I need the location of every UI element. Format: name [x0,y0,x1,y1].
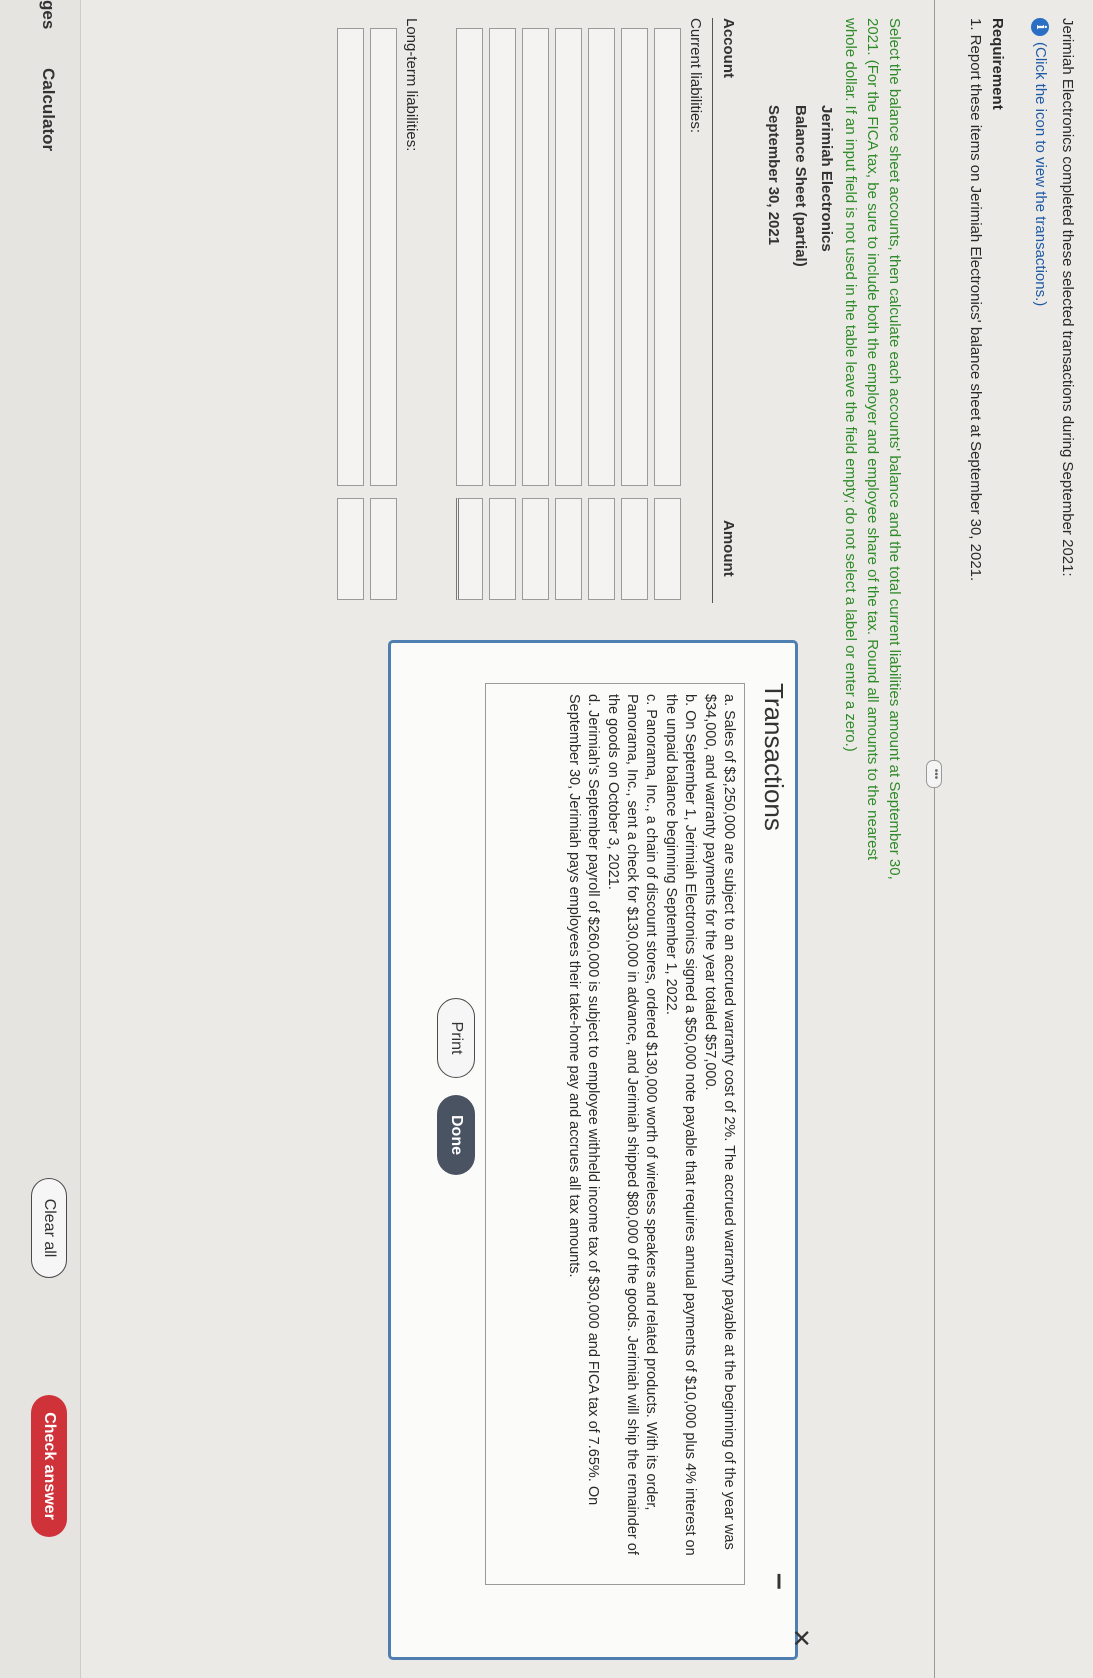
transactions-list [564,694,738,1574]
statement-date: September 30, 2021 [765,105,782,246]
amount-column-header: Amount [720,520,737,577]
account-column-header: Account [720,18,737,78]
current-amount-input-1[interactable] [654,498,681,600]
header-rule [712,18,713,603]
current-account-select-3[interactable] [588,28,615,486]
transactions-box [485,683,745,1585]
current-account-select-5[interactable] [522,28,549,486]
current-amount-input-3[interactable] [588,498,615,600]
check-answer-button[interactable]: Check answer [31,1395,67,1537]
print-button[interactable]: Print [437,998,475,1078]
close-icon[interactable]: ✕ [787,1628,814,1649]
current-liabilities-label: Current liabilities: [687,18,704,134]
transaction-c: c. Panorama, Inc., a chain of discount stores, ordered $130,000 worth of wireless speakers and related products. With its order, Panorama, Inc., sent a check for $130,000 in advance, and Jerimiah shipped $80,000 of the goods. Jerimiah will ship the remainder of the goods on October 3, 2021. [605,694,659,1555]
statement-title: Balance Sheet (partial) [792,105,809,267]
current-account-select-1[interactable] [654,28,681,486]
current-account-select-6[interactable] [489,28,516,486]
expand-ellipsis-button[interactable]: ••• [926,760,942,788]
long-term-liabilities-label: Long-term liabilities: [403,18,420,152]
clear-all-button[interactable]: Clear all [31,1178,67,1278]
done-button[interactable]: Done [437,1095,475,1175]
section-divider [934,0,935,1678]
current-amount-input-2[interactable] [621,498,648,600]
longterm-account-select-1[interactable] [370,28,397,486]
transaction-d: d. Jerimiah's September payroll of $260,000 is subject to employee withheld income tax of $30,000 and FICA tax of 7.65%. On September 30, Jerimiah pays employees their take-home pay and accrues all tax amounts. [566,694,601,1506]
minimize-icon[interactable]: – [764,1573,797,1590]
requirement-heading: Requirement [989,18,1006,110]
longterm-account-select-2[interactable] [337,28,364,486]
info-icon[interactable]: i [1031,18,1049,36]
transaction-a: a. Sales of $3,250,000 are subject to an accrued warranty cost of 2%. The accrued warranty payable at the beginning of the year was $34,000, and warranty payments for the year totaled $57,000. [702,694,737,1550]
total-current-liabilities-input[interactable] [456,498,483,600]
view-transactions-link[interactable]: (Click the icon to view the transactions.) [1032,42,1049,307]
dialog-title: Transactions [759,683,789,831]
total-current-label-select[interactable] [456,28,483,486]
company-name: Jerimiah Electronics [818,105,835,252]
current-account-select-4[interactable] [555,28,582,486]
intro-text: Jerimiah Electronics completed these selected transactions during September 2021: [1059,18,1076,577]
instructions-text: Select the balance sheet accounts, then calculate each accounts' balance and the total current liabilities amount at September 30, 2021. (For the FICA tax, be sure to include both the employer and employee share of the tax. Round all amounts to the nearest whole dollar. If an input field is not used in the table leave the field empty; do not select a label or enter a zero.) [842,18,903,880]
current-amount-input-5[interactable] [522,498,549,600]
calculator-button[interactable]: Calculator [39,68,58,152]
longterm-amount-input-1[interactable] [370,498,397,600]
transaction-b: b. On September 1, Jerimiah Electronics signed a $50,000 note payable that requires annual payments of $10,000 plus 4% interest on the unpaid balance beginning September 1, 2022. [663,694,698,1556]
current-account-select-2[interactable] [621,28,648,486]
current-amount-input-6[interactable] [489,498,516,600]
current-amount-input-4[interactable] [555,498,582,600]
requirement-1: 1. Report these items on Jerimiah Electronics' balance sheet at September 30, 2021. [967,18,984,582]
pages-tab-fragment[interactable]: ges [39,0,58,30]
transactions-dialog [388,640,814,1660]
longterm-amount-input-2[interactable] [337,498,364,600]
